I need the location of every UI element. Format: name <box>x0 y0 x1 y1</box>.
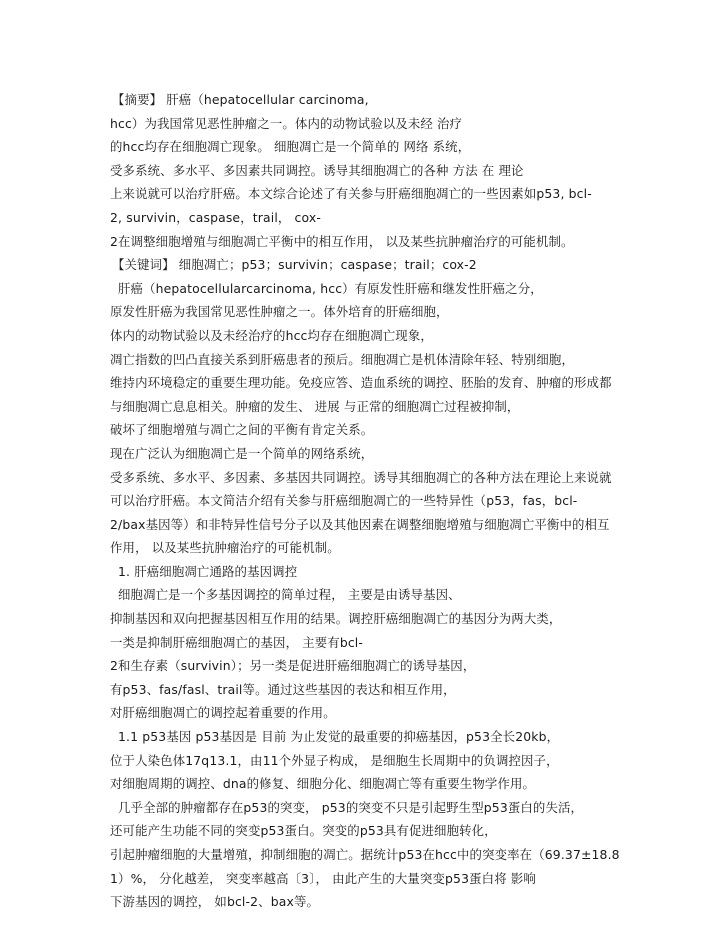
body-text-line: 几乎全部的肿瘤都存在p53的突变， p53的突变不只是引起野生型p53蛋白的失活， <box>118 799 584 815</box>
abstract-text-line: hcc）为我国常见恶性肿瘤之一。体内的动物试验以及未经 治疗 <box>110 115 463 131</box>
body-text-line: 位于人染色体17q13.1，由11个外显子构成， 是细胞生长周期中的负调控因子， <box>110 752 559 768</box>
abstract-text-line: 受多系统、多水平、多因素共同调控。诱导其细胞凋亡的各种 方法 在 理论 <box>110 162 524 178</box>
body-text-line: 肝癌（hepatocellularcarcinoma, hcc）有原发性肝癌和继发性肝癌之分， <box>118 280 543 296</box>
body-text-line: 凋亡指数的凹凸直接关系到肝癌患者的预后。细胞凋亡是机体清除年轻、特别细胞， <box>110 351 575 367</box>
abstract-text-line: 2, survivin，caspase，trail， cox- <box>110 209 321 225</box>
keywords-line: 【关键词】 细胞凋亡；p53；survivin；caspase；trail；cox-2 <box>112 257 477 273</box>
document-body <box>110 88 620 914</box>
body-text-line: 2/bax基因等）和非特异性信号分子以及其他因素在调整细胞增殖与细胞凋亡平衡中的相互 <box>110 516 610 532</box>
subsection-line: 1.1 p53基因 p53基因是 目前 为止发觉的最重要的抑癌基因，p53全长20kb， <box>118 729 560 745</box>
body-text-line: 细胞凋亡是一个多基因调控的简单过程， 主要是由诱导基因、 <box>118 587 461 603</box>
body-text-line: 可以治疗肝癌。本文简洁介绍有关参与肝癌细胞凋亡的一些特异性（p53，fas，bcl- <box>110 493 578 509</box>
body-text-line: 一类是抑制肝癌细胞凋亡的基因， 主要有bcl- <box>110 634 364 650</box>
body-text-line: 1）%， 分化越差， 突变率越高〔3〕， 由此产生的大量突变p53蛋白将 影响 <box>110 870 536 886</box>
abstract-text-line: 2在调整细胞增殖与细胞凋亡平衡中的相互作用， 以及某些抗肿瘤治疗的可能机制。 <box>110 233 574 249</box>
body-text-line: 体内的动物试验以及未经治疗的hcc均存在细胞凋亡现象， <box>110 327 433 343</box>
abstract-text-line: 的hcc均存在细胞凋亡现象。 细胞凋亡是一个简单的 网络 系统， <box>110 139 471 155</box>
body-text-line: 抑制基因和双向把握基因相互作用的结果。调控肝癌细胞凋亡的基因分为两大类， <box>110 611 562 627</box>
body-text-line: 引起肿瘤细胞的大量增殖，抑制细胞的凋亡。据统计p53在hcc中的突变率在（69.37±18.8 <box>110 847 620 862</box>
body-text-line: 2和生存素（survivin）；另一类是促进肝癌细胞凋亡的诱导基因， <box>110 658 476 674</box>
body-text-line: 原发性肝癌为我国常见恶性肿瘤之一。体外培育的肝癌细胞， <box>110 304 449 320</box>
body-text-line: 与细胞凋亡息息相关。肿瘤的发生、 进展 与正常的细胞凋亡过程被抑制， <box>110 398 520 414</box>
section-heading: 1. 肝癌细胞凋亡通路的基因调控 <box>118 563 298 579</box>
body-text-line: 维持内环境稳定的重要生理功能。免疫应答、造血系统的调控、胚胎的发育、肿瘤的形成都 <box>110 375 612 391</box>
body-text-line: 现在广泛认为细胞凋亡是一个简单的网络系统， <box>110 445 374 461</box>
body-text-line: 对肝癌细胞凋亡的调控起着重要的作用。 <box>110 705 336 721</box>
body-text-line: 有p53、fas/fasl、trail等。通过这些基因的表达和相互作用， <box>110 681 456 697</box>
body-text-line: 作用， 以及某些抗肿瘤治疗的可能机制。 <box>110 540 340 556</box>
body-text-line: 还可能产生功能不同的突变p53蛋白。突变的p53具有促进细胞转化， <box>110 823 497 839</box>
abstract-text-line: 上来说就可以治疗肝癌。本文综合论述了有关参与肝癌细胞凋亡的一些因素如p53, bcl- <box>110 186 592 202</box>
body-text-line: 下游基因的调控， 如bcl-2、bax等。 <box>110 894 320 910</box>
body-text-line: 受多系统、多水平、多因素、多基因共同调控。诱导其细胞凋亡的各种方法在理论上来说就 <box>110 469 612 485</box>
body-text-line: 破坏了细胞增殖与凋亡之间的平衡有肯定关系。 <box>110 422 374 438</box>
body-text-line: 对细胞周期的调控、dna的修复、细胞分化、细胞凋亡等有重要生物学作用。 <box>110 776 536 792</box>
abstract-heading-line: 【摘要】 肝癌（hepatocellular carcinoma, <box>112 92 369 107</box>
